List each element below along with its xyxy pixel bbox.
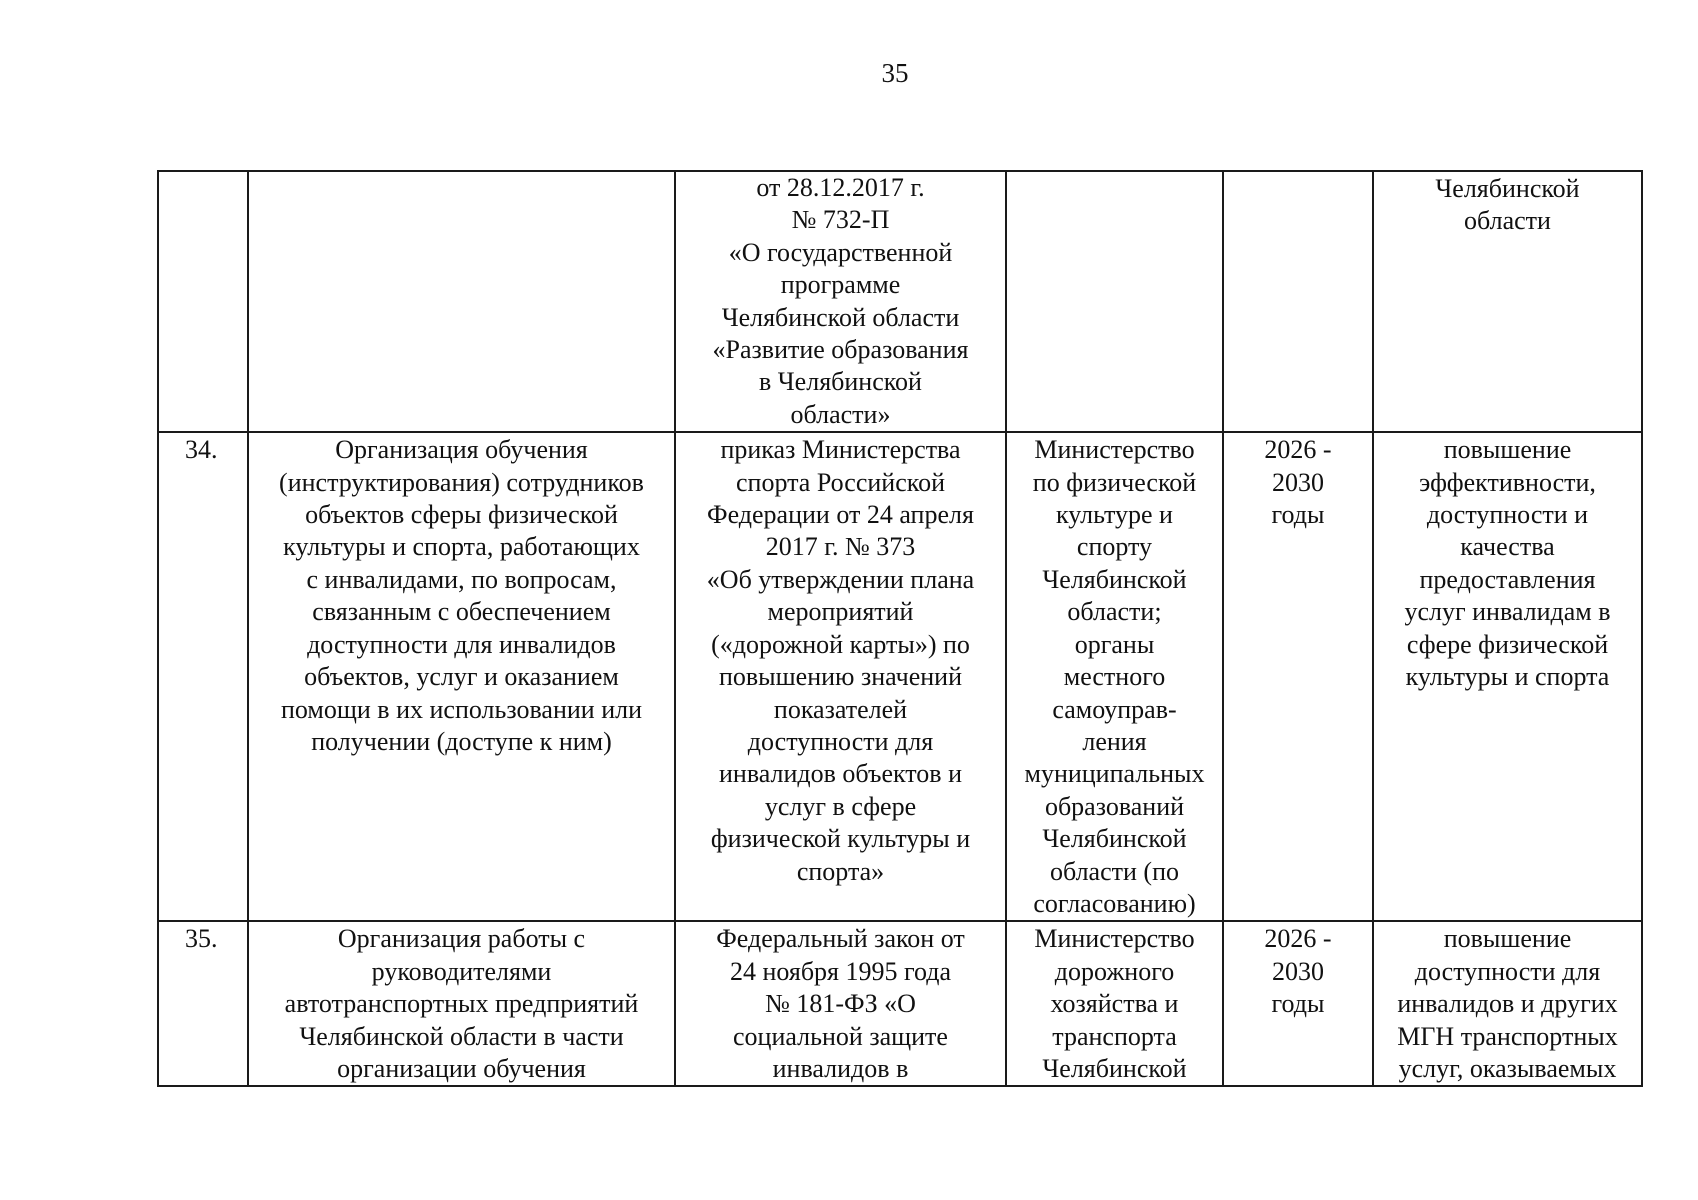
- executor-cell: Министерство по физической культуре и спорту Челябинской области; органы местного самоуправ- ления муниципальных образований Челябинской области (по согласованию): [1006, 432, 1223, 921]
- row-number-cell: 34.: [158, 432, 248, 921]
- result-cell: повышение доступности для инвалидов и других МГН транспортных услуг, оказываемых: [1373, 921, 1642, 1086]
- period-cell: [1223, 171, 1373, 432]
- legal-basis-cell: Федеральный закон от 24 ноября 1995 года № 181-ФЗ «О социальной защите инвалидов в: [675, 921, 1006, 1086]
- table-row: [158, 171, 1642, 432]
- result-cell: Челябинской области: [1373, 171, 1642, 432]
- result-cell: повышение эффективности, доступности и качества предоставления услуг инвалидам в сфере физической культуры и спорта: [1373, 432, 1642, 921]
- measure-cell: Организация работы с руководителями автотранспортных предприятий Челябинской области в части организации обучения: [248, 921, 675, 1086]
- row-number-cell: [158, 171, 248, 432]
- measure-cell: [248, 171, 675, 432]
- row-number-cell: 35.: [158, 921, 248, 1086]
- legal-basis-cell: от 28.12.2017 г. № 732-П «О государственной программе Челябинской области «Развитие образования в Челябинской области»: [675, 171, 1006, 432]
- executor-cell: [1006, 171, 1223, 432]
- table-row: [158, 432, 1642, 921]
- period-cell: 2026 - 2030 годы: [1223, 432, 1373, 921]
- executor-cell: Министерство дорожного хозяйства и транспорта Челябинской: [1006, 921, 1223, 1086]
- period-cell: 2026 - 2030 годы: [1223, 921, 1373, 1086]
- table-row: [158, 921, 1642, 1086]
- measures-table: [157, 170, 1643, 1087]
- legal-basis-cell: приказ Министерства спорта Российской Федерации от 24 апреля 2017 г. № 373 «Об утверждении плана мероприятий («дорожной карты») по повышению значений показателей доступности для инвалидов объектов и услуг в сфере физической культуры и спорта»: [675, 432, 1006, 921]
- page-number: 35: [881, 58, 909, 88]
- measure-cell: Организация обучения (инструктирования) сотрудников объектов сферы физической культуры и спорта, работающих с инвалидами, по вопросам, связанным с обеспечением доступности для инвалидов объектов, услуг и оказанием помощи в их использовании или получении (доступе к ним): [248, 432, 675, 921]
